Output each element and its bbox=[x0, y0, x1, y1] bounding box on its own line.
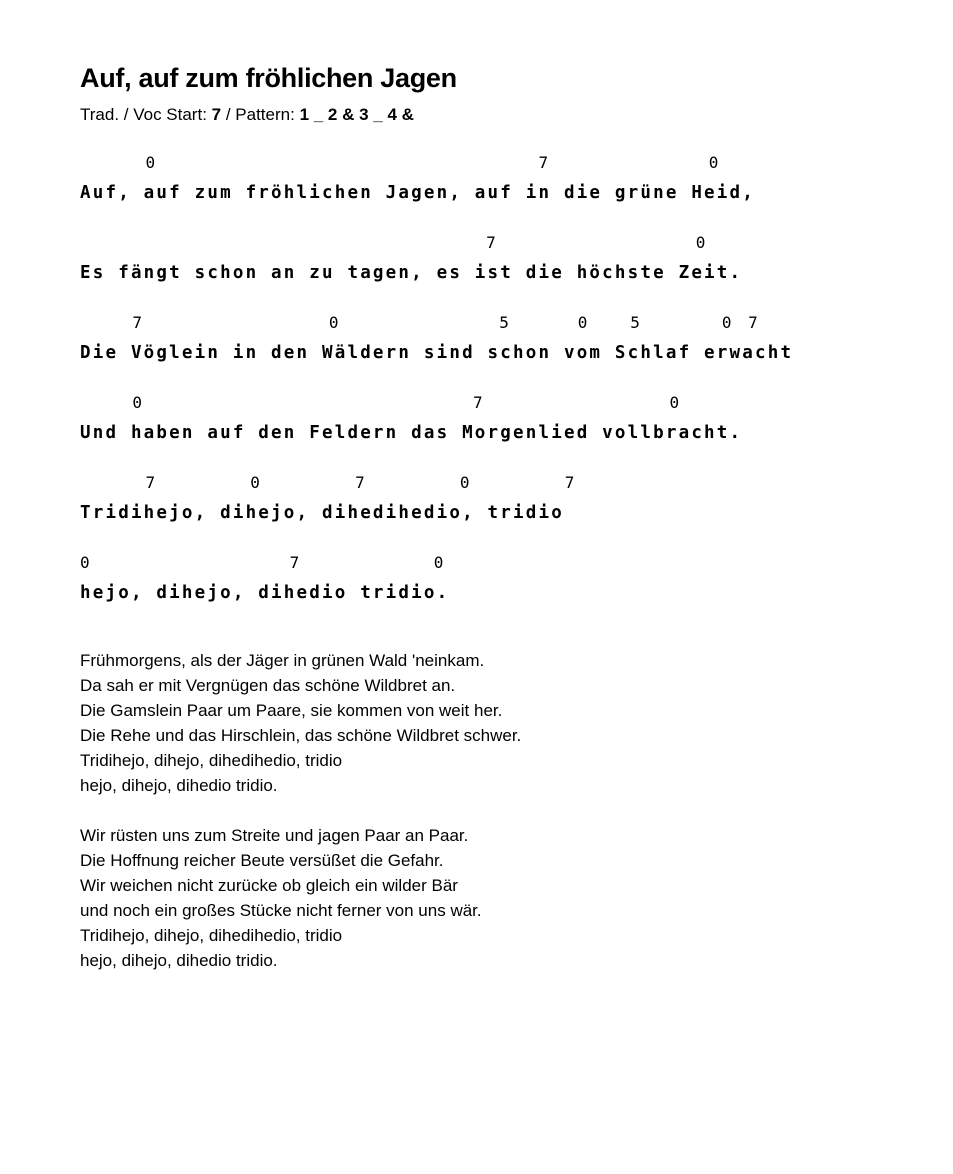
verse-block bbox=[80, 823, 521, 973]
chord-number: 0 bbox=[669, 393, 680, 412]
chord-number: 7 bbox=[355, 473, 365, 492]
chord-number: 7 bbox=[289, 553, 300, 572]
chord-number: 0 bbox=[145, 153, 156, 172]
chord-number: 5 bbox=[499, 313, 509, 332]
chord-number: 0 bbox=[433, 553, 444, 572]
verse-line: Die Rehe und das Hirschlein, das schöne Wildbret schwer. bbox=[80, 726, 522, 745]
verse-line: Tridihejo, dihejo, dihedihedio, tridio bbox=[80, 926, 343, 945]
lyric-line: hejo, dihejo, dihedio tridio. bbox=[80, 583, 450, 603]
chord-number: 0 bbox=[577, 313, 588, 332]
chord-number: 7 bbox=[473, 393, 483, 412]
chord-number: 0 bbox=[708, 153, 719, 172]
song-title: Auf, auf zum fröhlichen Jagen bbox=[80, 63, 457, 93]
verse-line: Wir weichen nicht zurücke ob gleich ein wilder Bär bbox=[80, 876, 458, 895]
chord-number: 7 bbox=[145, 473, 156, 492]
verse-line: Tridihejo, dihejo, dihedihedio, tridio bbox=[80, 751, 343, 770]
verse-line: Da sah er mit Vergnügen das schöne Wildbret an. bbox=[80, 676, 456, 695]
chord-number: 7 bbox=[486, 233, 496, 252]
additional-verses bbox=[80, 648, 521, 998]
verse-block bbox=[80, 648, 521, 798]
meta-prefix: Trad. / Voc Start: bbox=[80, 105, 212, 124]
chord-number: 5 bbox=[630, 313, 640, 332]
chord-number: 0 bbox=[459, 473, 470, 492]
lyric-line: Es fängt schon an zu tagen, es ist die höchste Zeit. bbox=[80, 263, 743, 283]
chord-number: 7 bbox=[564, 473, 575, 492]
lyric-line: Auf, auf zum fröhlichen Jagen, auf in die grüne Heid, bbox=[80, 183, 756, 203]
pattern-value: 1 _ 2 & 3 _ 4 & bbox=[299, 105, 414, 124]
chord-number: 7 bbox=[132, 313, 143, 332]
lyric-line: Die Vöglein in den Wäldern sind schon vom Schlaf erwacht bbox=[80, 343, 794, 363]
chord-number: 0 bbox=[721, 313, 732, 332]
verse-line: Frühmorgens, als der Jäger in grünen Wald 'neinkam. bbox=[80, 651, 485, 670]
chord-number: 0 bbox=[80, 553, 90, 572]
chord-number: 7 bbox=[538, 153, 549, 172]
chord-number: 7 bbox=[748, 313, 758, 332]
verse-line: Die Hoffnung reicher Beute versüßet die Gefahr. bbox=[80, 851, 444, 870]
verse-line: hejo, dihejo, dihedio tridio. bbox=[80, 951, 278, 970]
lyric-line: Und haben auf den Feldern das Morgenlied vollbracht. bbox=[80, 423, 743, 443]
lyric-line: Tridihejo, dihejo, dihedihedio, tridio bbox=[80, 503, 564, 523]
verse-line: und noch ein großes Stücke nicht ferner von uns wär. bbox=[80, 901, 482, 920]
chord-number: 0 bbox=[695, 233, 706, 252]
chord-number: 0 bbox=[250, 473, 260, 492]
verse-line: Die Gamslein Paar um Paare, sie kommen von weit her. bbox=[80, 701, 503, 720]
meta-pattern-label: / Pattern: bbox=[221, 105, 300, 124]
song-meta bbox=[80, 103, 414, 127]
chord-number: 0 bbox=[328, 313, 339, 332]
voc-start-value: 7 bbox=[211, 105, 222, 124]
verse-line: Wir rüsten uns zum Streite und jagen Paar an Paar. bbox=[80, 826, 469, 845]
verse-line: hejo, dihejo, dihedio tridio. bbox=[80, 776, 278, 795]
chord-number: 0 bbox=[132, 393, 143, 412]
